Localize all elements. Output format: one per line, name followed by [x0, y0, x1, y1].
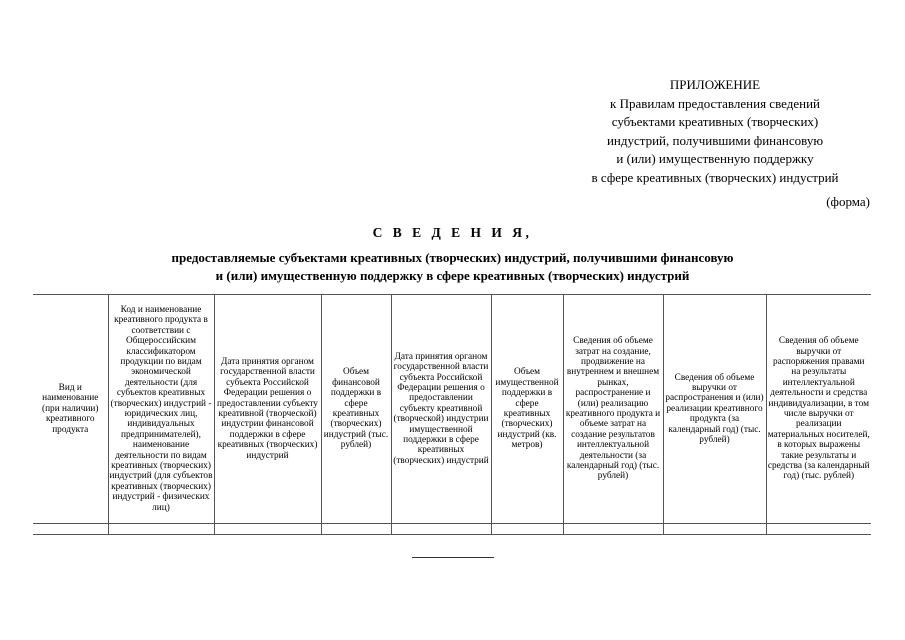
column-header-sales-revenue: Сведения об объеме выручки от распространения и (или) реализации креативного продукта (за календарный год) (тыс. рублей): [663, 295, 766, 524]
appendix-title: ПРИЛОЖЕНИЕ: [669, 77, 761, 92]
column-header-property-support-volume: Объем имущественной поддержки в сфере креативных (творческих) индустрий (кв. метров): [491, 295, 563, 524]
column-header-product-type: Вид и наименование (при наличии) креативного продукта: [33, 295, 108, 524]
appendix-line: к Правилам предоставления сведений: [610, 95, 820, 111]
form-note: (форма): [826, 194, 870, 209]
column-header-financial-decision-date: Дата принятия органом государственной власти субъекта Российской Федерации решения о предоставлении субъекту креативной (творческой) индустрии финансовой поддержки в сфере креативных (творческих) индустрий: [214, 295, 321, 524]
column-header-financial-support-volume: Объем финансовой поддержки в сфере креативных (творческих) индустрий (тыс. рублей): [321, 295, 391, 524]
appendix-line: субъектами креативных (творческих): [611, 114, 819, 130]
table-cell: [321, 524, 391, 535]
table-cell: [491, 524, 563, 535]
footer-separator: [412, 557, 494, 558]
table-cell: [33, 524, 108, 535]
appendix-line: индустрий, получившими финансовую: [606, 132, 824, 148]
column-header-ip-revenue: Сведения об объеме выручки от распоряжения правами на результаты интеллектуальной деятельности и средства индивидуализации, в том числе выручки от реализации материальных носителей, в которых выражены такие результаты и средства (за календарный год) (тыс. рублей): [766, 295, 871, 524]
document-title: С В Е Д Е Н И Я,: [372, 225, 533, 240]
table-cell: [766, 524, 871, 535]
appendix-line: в сфере креативных (творческих) индустрий: [591, 169, 839, 185]
table-cell: [563, 524, 663, 535]
table-row: [33, 524, 871, 535]
subtitle-line: предоставляемые субъектами креативных (творческих) индустрий, получившими финансовую: [171, 250, 734, 265]
data-table: [33, 294, 871, 535]
table-cell: [108, 524, 214, 535]
document-subtitle: [105, 249, 800, 285]
appendix-line: и (или) имущественную поддержку: [616, 151, 814, 167]
table-cell: [214, 524, 321, 535]
subtitle-line: и (или) имущественную поддержку в сфере креативных (творческих) индустрий: [215, 268, 690, 283]
column-header-property-decision-date: Дата принятия органом государственной власти субъекта Российской Федерации решения о предоставлении субъекту креативной (творческой) индустрии имущественной поддержки в сфере креативных (творческих) индустрий: [391, 295, 491, 524]
table-header-row: [33, 295, 871, 524]
column-header-costs: Сведения об объеме затрат на создание, продвижение на внутреннем и внешнем рынках, распространение и (или) реализацию креативного продукта и объеме затрат на создание результатов интеллектуальной деятельности (за календарный год) (тыс. рублей): [563, 295, 663, 524]
column-header-product-code: Код и наименование креативного продукта в соответствии с Общероссийским классификатором продукции по видам экономической деятельности (для субъектов креативных (творческих) индустрий - юридических лиц, индивидуальных предпринимателей), наименование деятельности по видам креативных (творческих) индустрий (для субъектов креативных (творческих) индустрий - физических лиц): [108, 295, 214, 524]
table-cell: [391, 524, 491, 535]
table-cell: [663, 524, 766, 535]
appendix-header: [560, 76, 870, 188]
